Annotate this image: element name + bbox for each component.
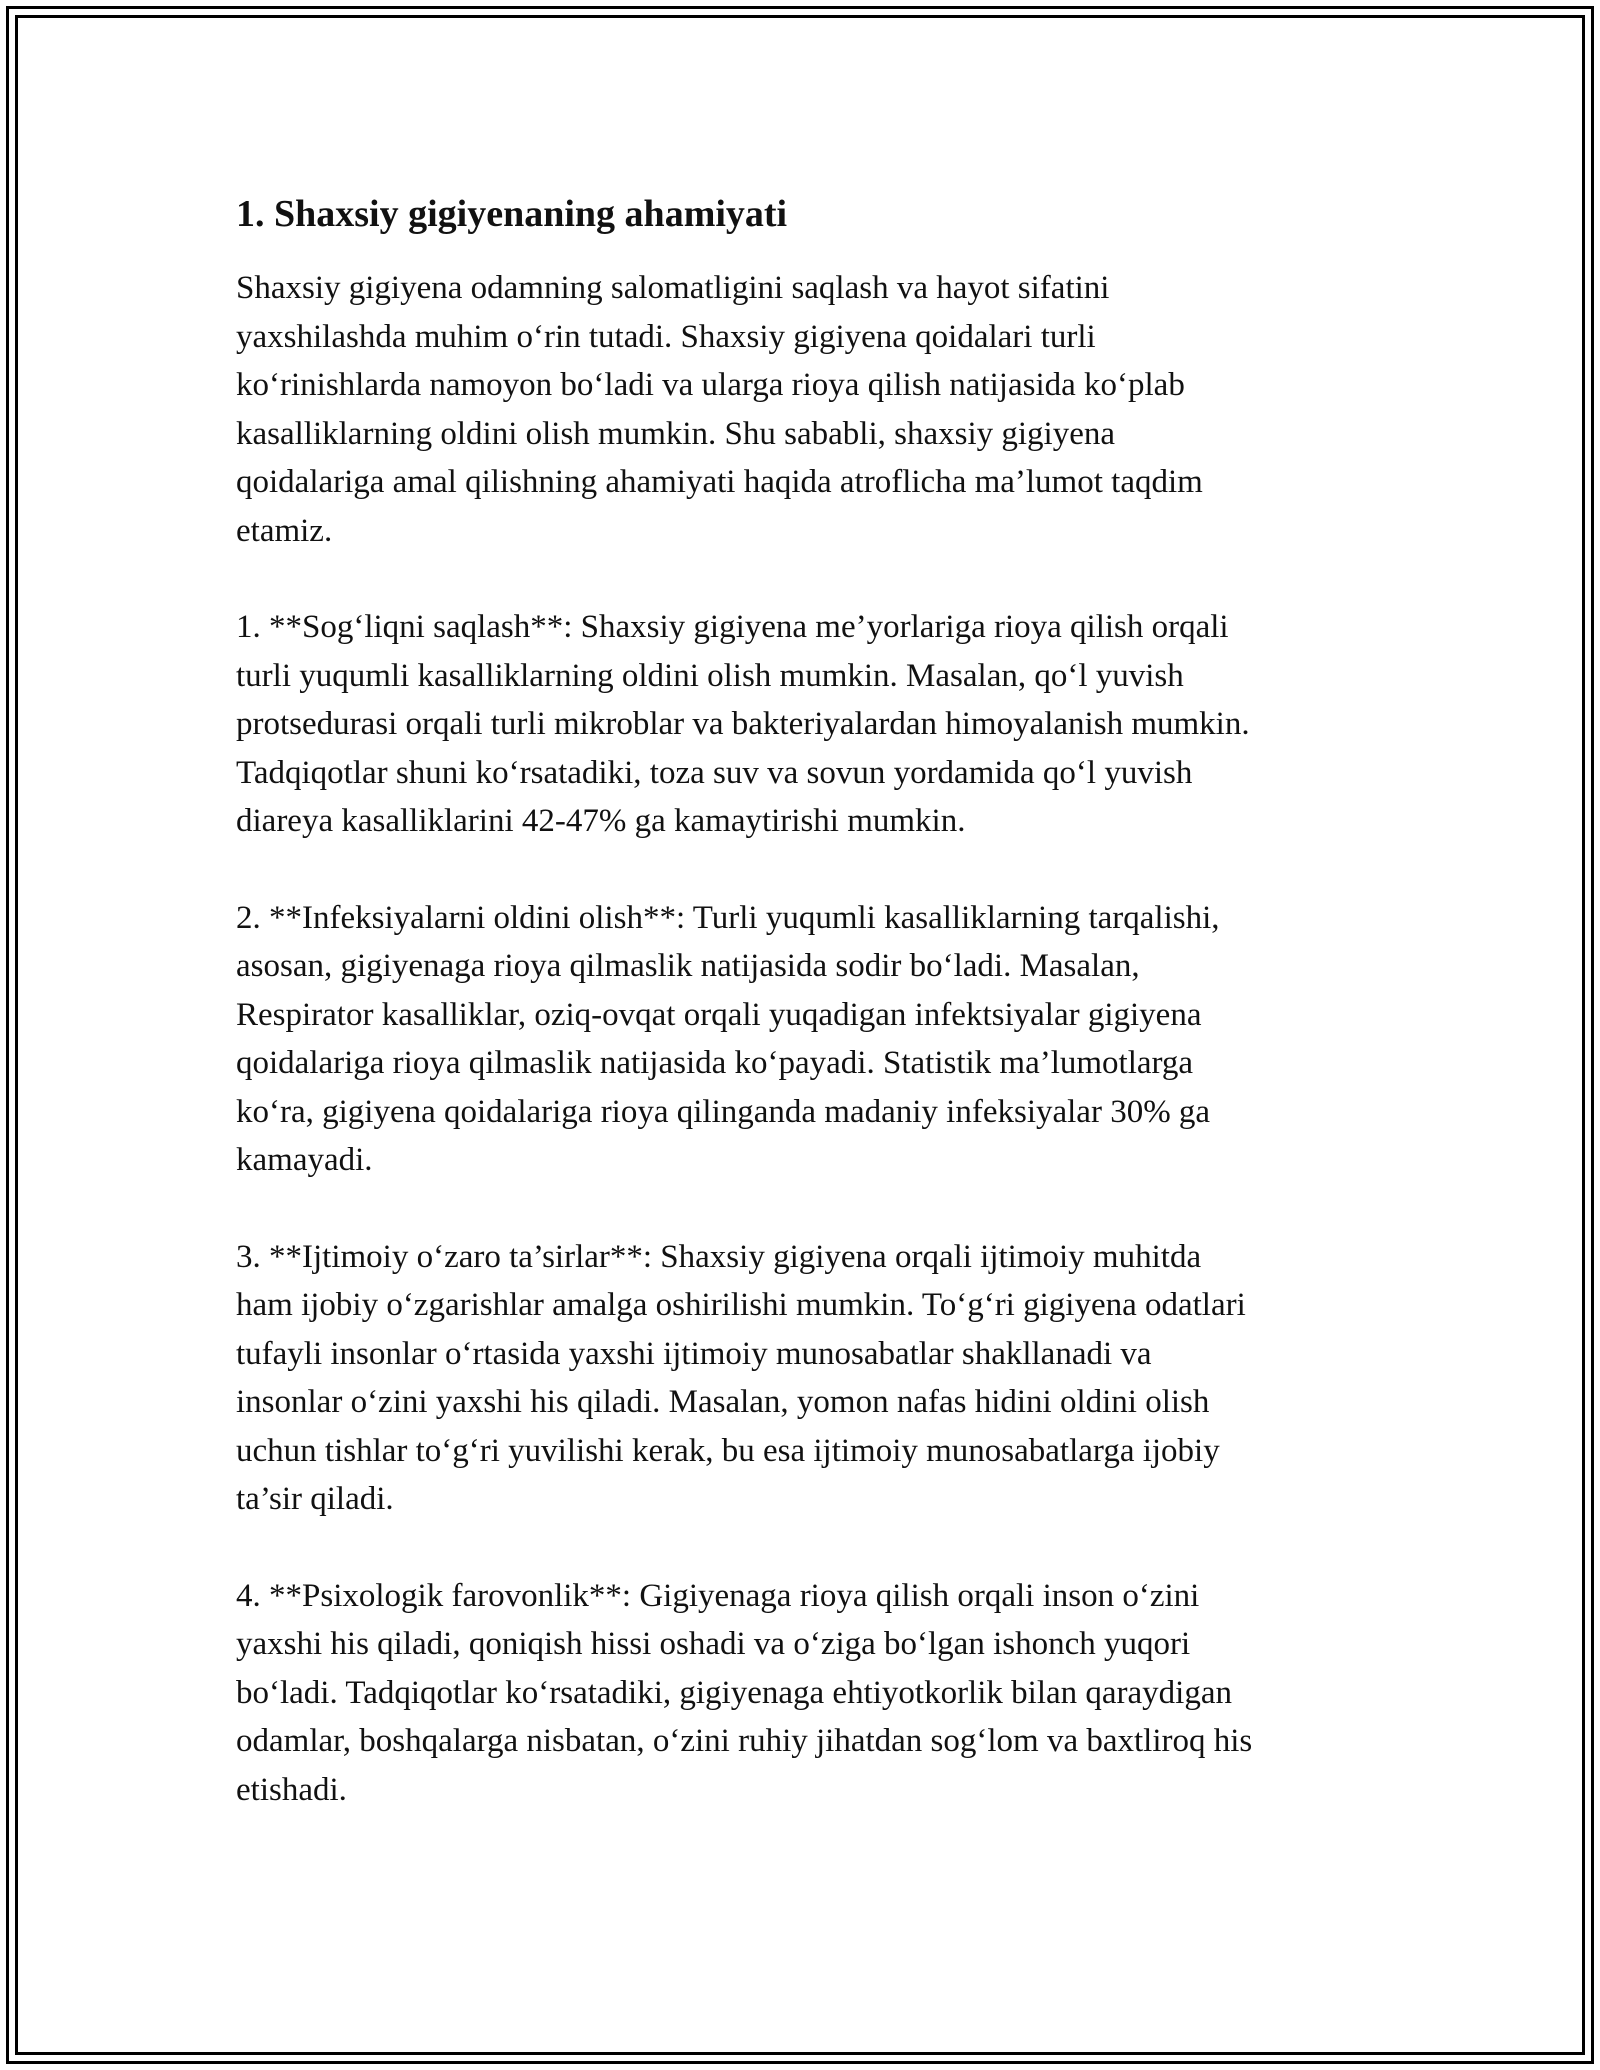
paragraph-social-interactions: 3. **Ijtimoiy o‘zaro ta’sirlar**: Shaxsiy gigiyena orqali ijtimoiy muhitda ham ijobiy o‘zgarishlar amalga oshirilishi mumkin. To‘g‘ri gigiyena odatlari tufayli insonlar o‘rtasida yaxshi ijtimoiy munosabatlar shakllanadi va insonlar o‘zini yaxshi his qiladi. Masalan, yomon nafas hidini oldini olish uchun tishlar to‘g‘ri yuvilishi kerak, bu esa ijtimoiy munosabatlarga ijobiy ta’sir qiladi. (236, 1238, 1246, 1517)
paragraph-infection-prevention: 2. **Infeksiyalarni oldini olish**: Turli yuqumli kasalliklarning tarqalishi, asosan, gigiyenaga rioya qilmaslik natijasida sodir bo‘ladi. Masalan, Respirator kasalliklar, oziq-ovqat orqali yuqadigan infektsiyalar gigiyena qoidalariga rioya qilmaslik natijasida ko‘payadi. Statistik ma’lumotlarga ko‘ra, gigiyena qoidalariga rioya qilinganda madaniy infeksiyalar 30% ga kamayadi. (236, 899, 1220, 1178)
paragraph-psychological-wellbeing: 4. **Psixologik farovonlik**: Gigiyenaga rioya qilish orqali inson o‘zini yaxshi his qiladi, qoniqish hissi oshadi va o‘ziga bo‘lgan ishonch yuqori bo‘ladi. Tadqiqotlar ko‘rsatadiki, gigiyenaga ehtiyotkorlik bilan qaraydigan odamlar, boshqalarga nisbatan, o‘zini ruhiy jihatdan sog‘lom va baxtliroq his etishadi. (236, 1577, 1253, 1808)
paragraph-health-protection: 1. **Sog‘liqni saqlash**: Shaxsiy gigiyena me’yorlariga rioya qilish orqali turli yuqumli kasalliklarning oldini olish mumkin. Masalan, qo‘l yuvish protsedurasi orqali turli mikroblar va bakteriyalardan himoyalanish mumkin. Tadqiqotlar shuni ko‘rsatadiki, toza suv va sovun yordamida qo‘l yuvish diareya kasalliklarini 42-47% ga kamaytirishi mumkin. (236, 609, 1250, 839)
document-body (236, 190, 1386, 1862)
intro-paragraph: Shaxsiy gigiyena odamning salomatligini saqlash va hayot sifatini yaxshilashda muhim o‘rin tutadi. Shaxsiy gigiyena qoidalari turli ko‘rinishlarda namoyon bo‘ladi va ularga rioya qilish natijasida ko‘plab kasalliklarning oldini olish mumkin. Shu sababli, shaxsiy gigiyena qoidalariga amal qilishning ahamiyati haqida atroflicha ma’lumot taqdim etamiz. (236, 270, 1203, 549)
section-title: 1. Shaxsiy gigiyenaning ahamiyati (236, 193, 788, 235)
